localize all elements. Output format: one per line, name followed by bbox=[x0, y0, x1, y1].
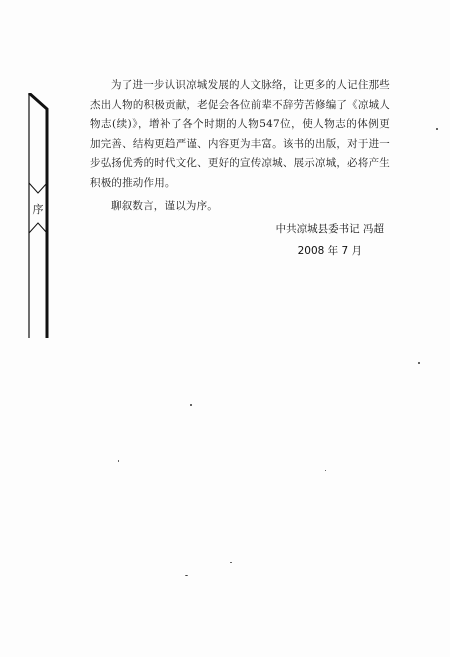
preface-body bbox=[90, 76, 390, 221]
preface-paragraph: 聊叙数言，谨以为序。 bbox=[111, 200, 218, 212]
scan-speck bbox=[418, 362, 420, 364]
scan-speck bbox=[230, 562, 232, 563]
preface-paragraph: 为了进一步认识凉城发展的人文脉络，让更多的人记住那些杰出人物的积极贡献，老促会各位前辈不辞劳苦修编了《凉城人物志(续)》，增补了各个时期的人物547位，使人物志的体例更加完善、结构更趋严谨、内容更为丰富。该书的出版，对于进一步弘扬优秀的时代文化、更好的宣传凉城、展示凉城，必将产生积极的推动作用。 bbox=[90, 79, 390, 189]
side-tab-char-mid: 序 bbox=[32, 203, 44, 216]
section-side-tab bbox=[27, 93, 49, 338]
scan-speck bbox=[436, 128, 438, 130]
signature-author: 中共凉城县委书记 冯超 bbox=[275, 223, 384, 235]
preface-signature bbox=[276, 218, 384, 262]
scan-speck bbox=[118, 460, 119, 462]
scan-speck bbox=[190, 404, 192, 406]
scan-speck bbox=[325, 470, 326, 471]
scan-speck bbox=[185, 575, 188, 576]
signature-date: 2008 年 7 月 bbox=[297, 245, 363, 257]
